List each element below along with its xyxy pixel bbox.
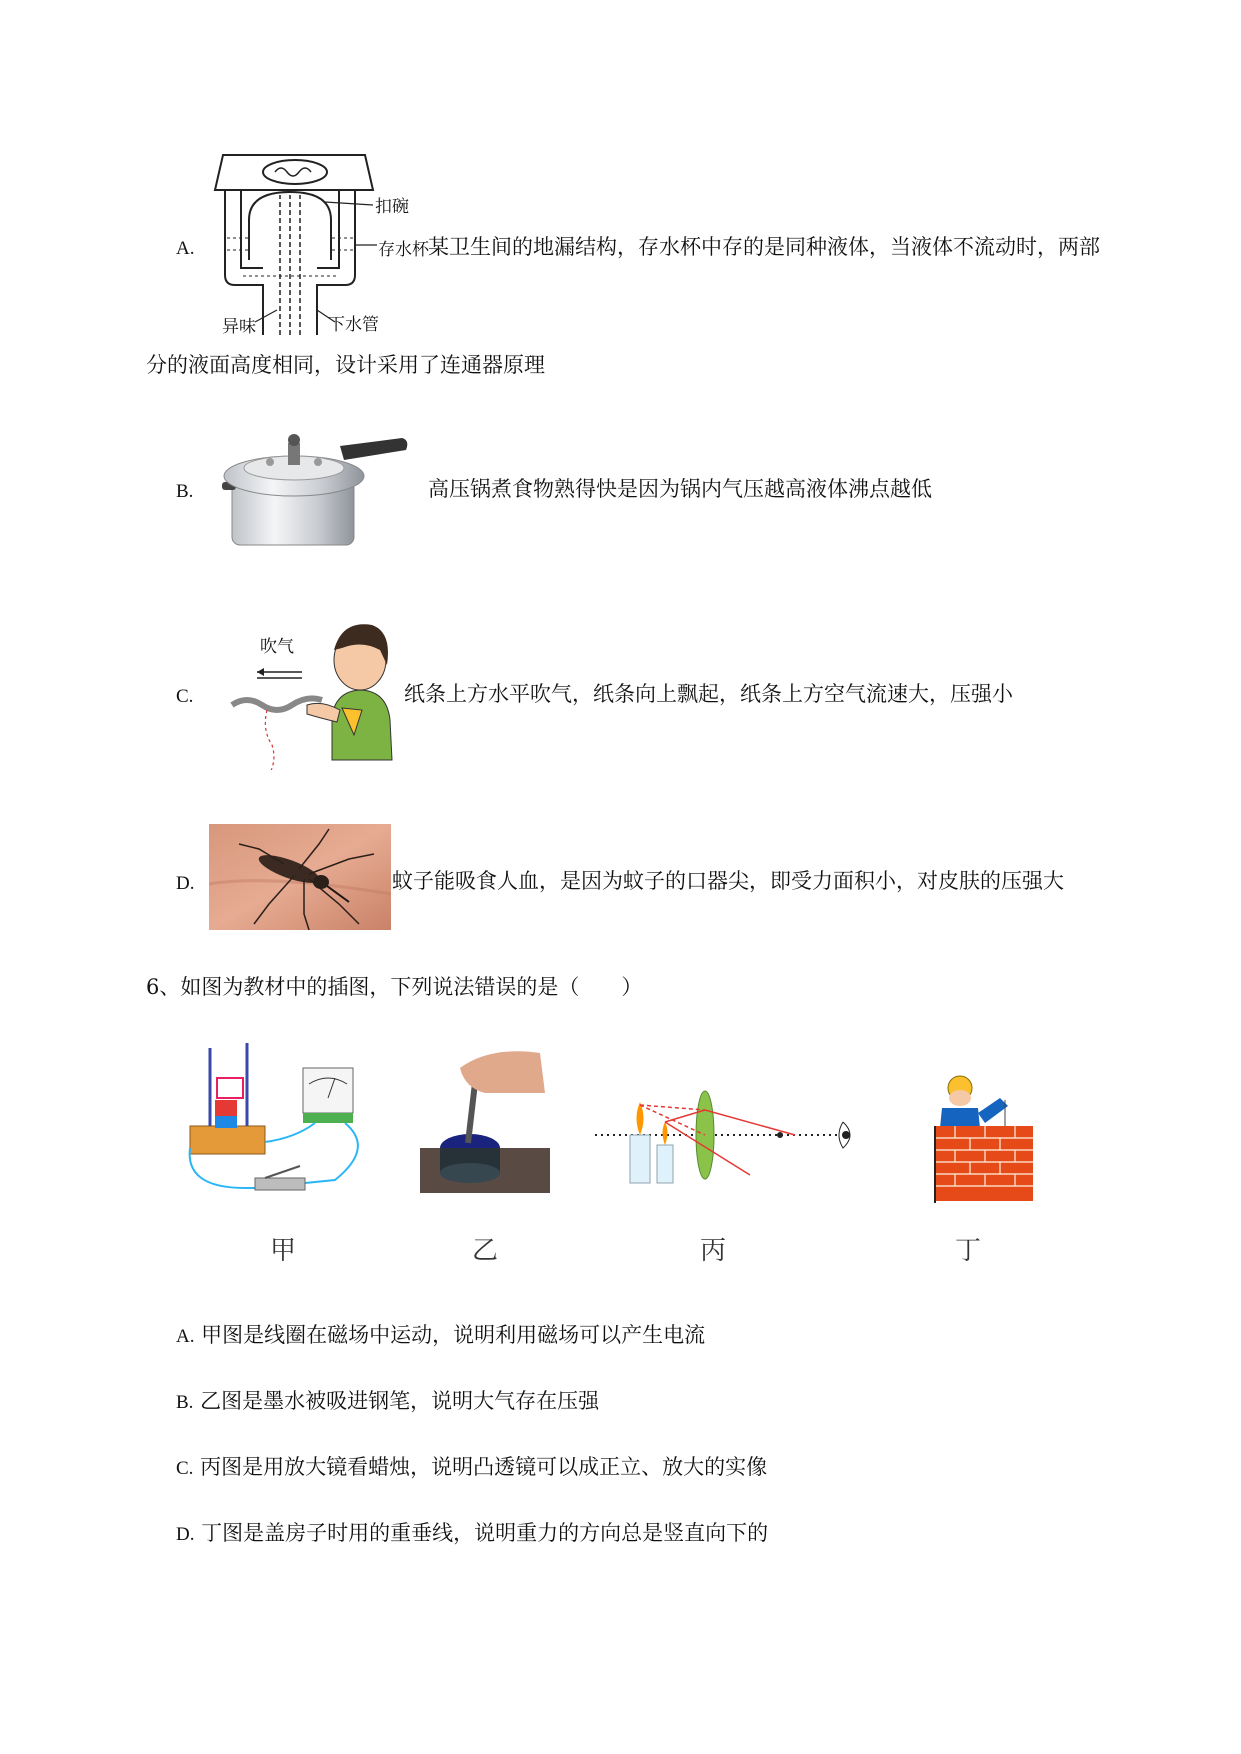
q6-option-d-text: 丁图是盖房子时用的重垂线，说明重力的方向总是竖直向下的 xyxy=(201,1521,769,1545)
caption-jia: 甲 xyxy=(270,1236,297,1266)
option-d-text: 蚊子能吸食人血，是因为蚊子的口器尖，即受力面积小，对皮肤的压强大 xyxy=(392,869,1064,893)
mosquito-photo xyxy=(209,824,391,930)
option-b-text: 高压锅煮食物熟得快是因为锅内气压越高液体沸点越低 xyxy=(428,477,932,501)
q6-option-c xyxy=(176,1452,767,1484)
pressure-cooker-image xyxy=(222,418,412,553)
option-b-letter: B. xyxy=(176,481,194,502)
figure-ding-plumb-line xyxy=(930,1068,1040,1208)
q6-option-b-text: 乙图是墨水被吸进钢笔，说明大气存在压强 xyxy=(200,1389,600,1413)
option-a-letter: A. xyxy=(176,238,195,259)
q6-stem: 6、如图为教材中的插图，下列说法错误的是（ ） xyxy=(146,975,643,999)
caption-ding: 丁 xyxy=(955,1236,982,1266)
q6-option-d-letter: D. xyxy=(176,1524,195,1545)
figure-yi-fountain-pen xyxy=(420,1038,550,1193)
q6-option-c-letter: C. xyxy=(176,1458,194,1479)
label-smell: 异味 xyxy=(222,317,256,337)
caption-bing: 丙 xyxy=(700,1236,727,1266)
option-a-text-line2: 分的液面高度相同，设计采用了连通器原理 xyxy=(146,353,545,377)
q6-option-b xyxy=(176,1386,599,1418)
q6-option-a xyxy=(176,1320,705,1352)
q6-option-d xyxy=(176,1518,768,1550)
figure-bing-magnifying-candle xyxy=(595,1080,875,1190)
boy-blowing-paper-image xyxy=(212,610,402,770)
option-c-letter: C. xyxy=(176,686,194,707)
option-c-text: 纸条上方水平吹气，纸条向上飘起，纸条上方空气流速大，压强小 xyxy=(404,682,1013,706)
q6-option-b-letter: B. xyxy=(176,1392,194,1413)
label-pipe: 下水管 xyxy=(328,315,379,335)
caption-yi: 乙 xyxy=(472,1236,499,1266)
option-a-text-line1: 某卫生间的地漏结构，存水杯中存的是同种液体，当液体不流动时，两部 xyxy=(428,235,1100,259)
figure-jia-electromagnetic-induction xyxy=(185,1038,385,1208)
q6-option-a-text: 甲图是线圈在磁场中运动，说明利用磁场可以产生电流 xyxy=(201,1323,706,1347)
q6-option-a-letter: A. xyxy=(176,1326,195,1347)
label-bowl: 扣碗 xyxy=(375,197,409,217)
option-d-letter: D. xyxy=(176,873,195,894)
label-cup: 存水杯 xyxy=(378,240,429,260)
label-blow: 吹气 xyxy=(260,637,294,657)
q6-option-c-text: 丙图是用放大镜看蜡烛，说明凸透镜可以成正立、放大的实像 xyxy=(200,1455,768,1479)
